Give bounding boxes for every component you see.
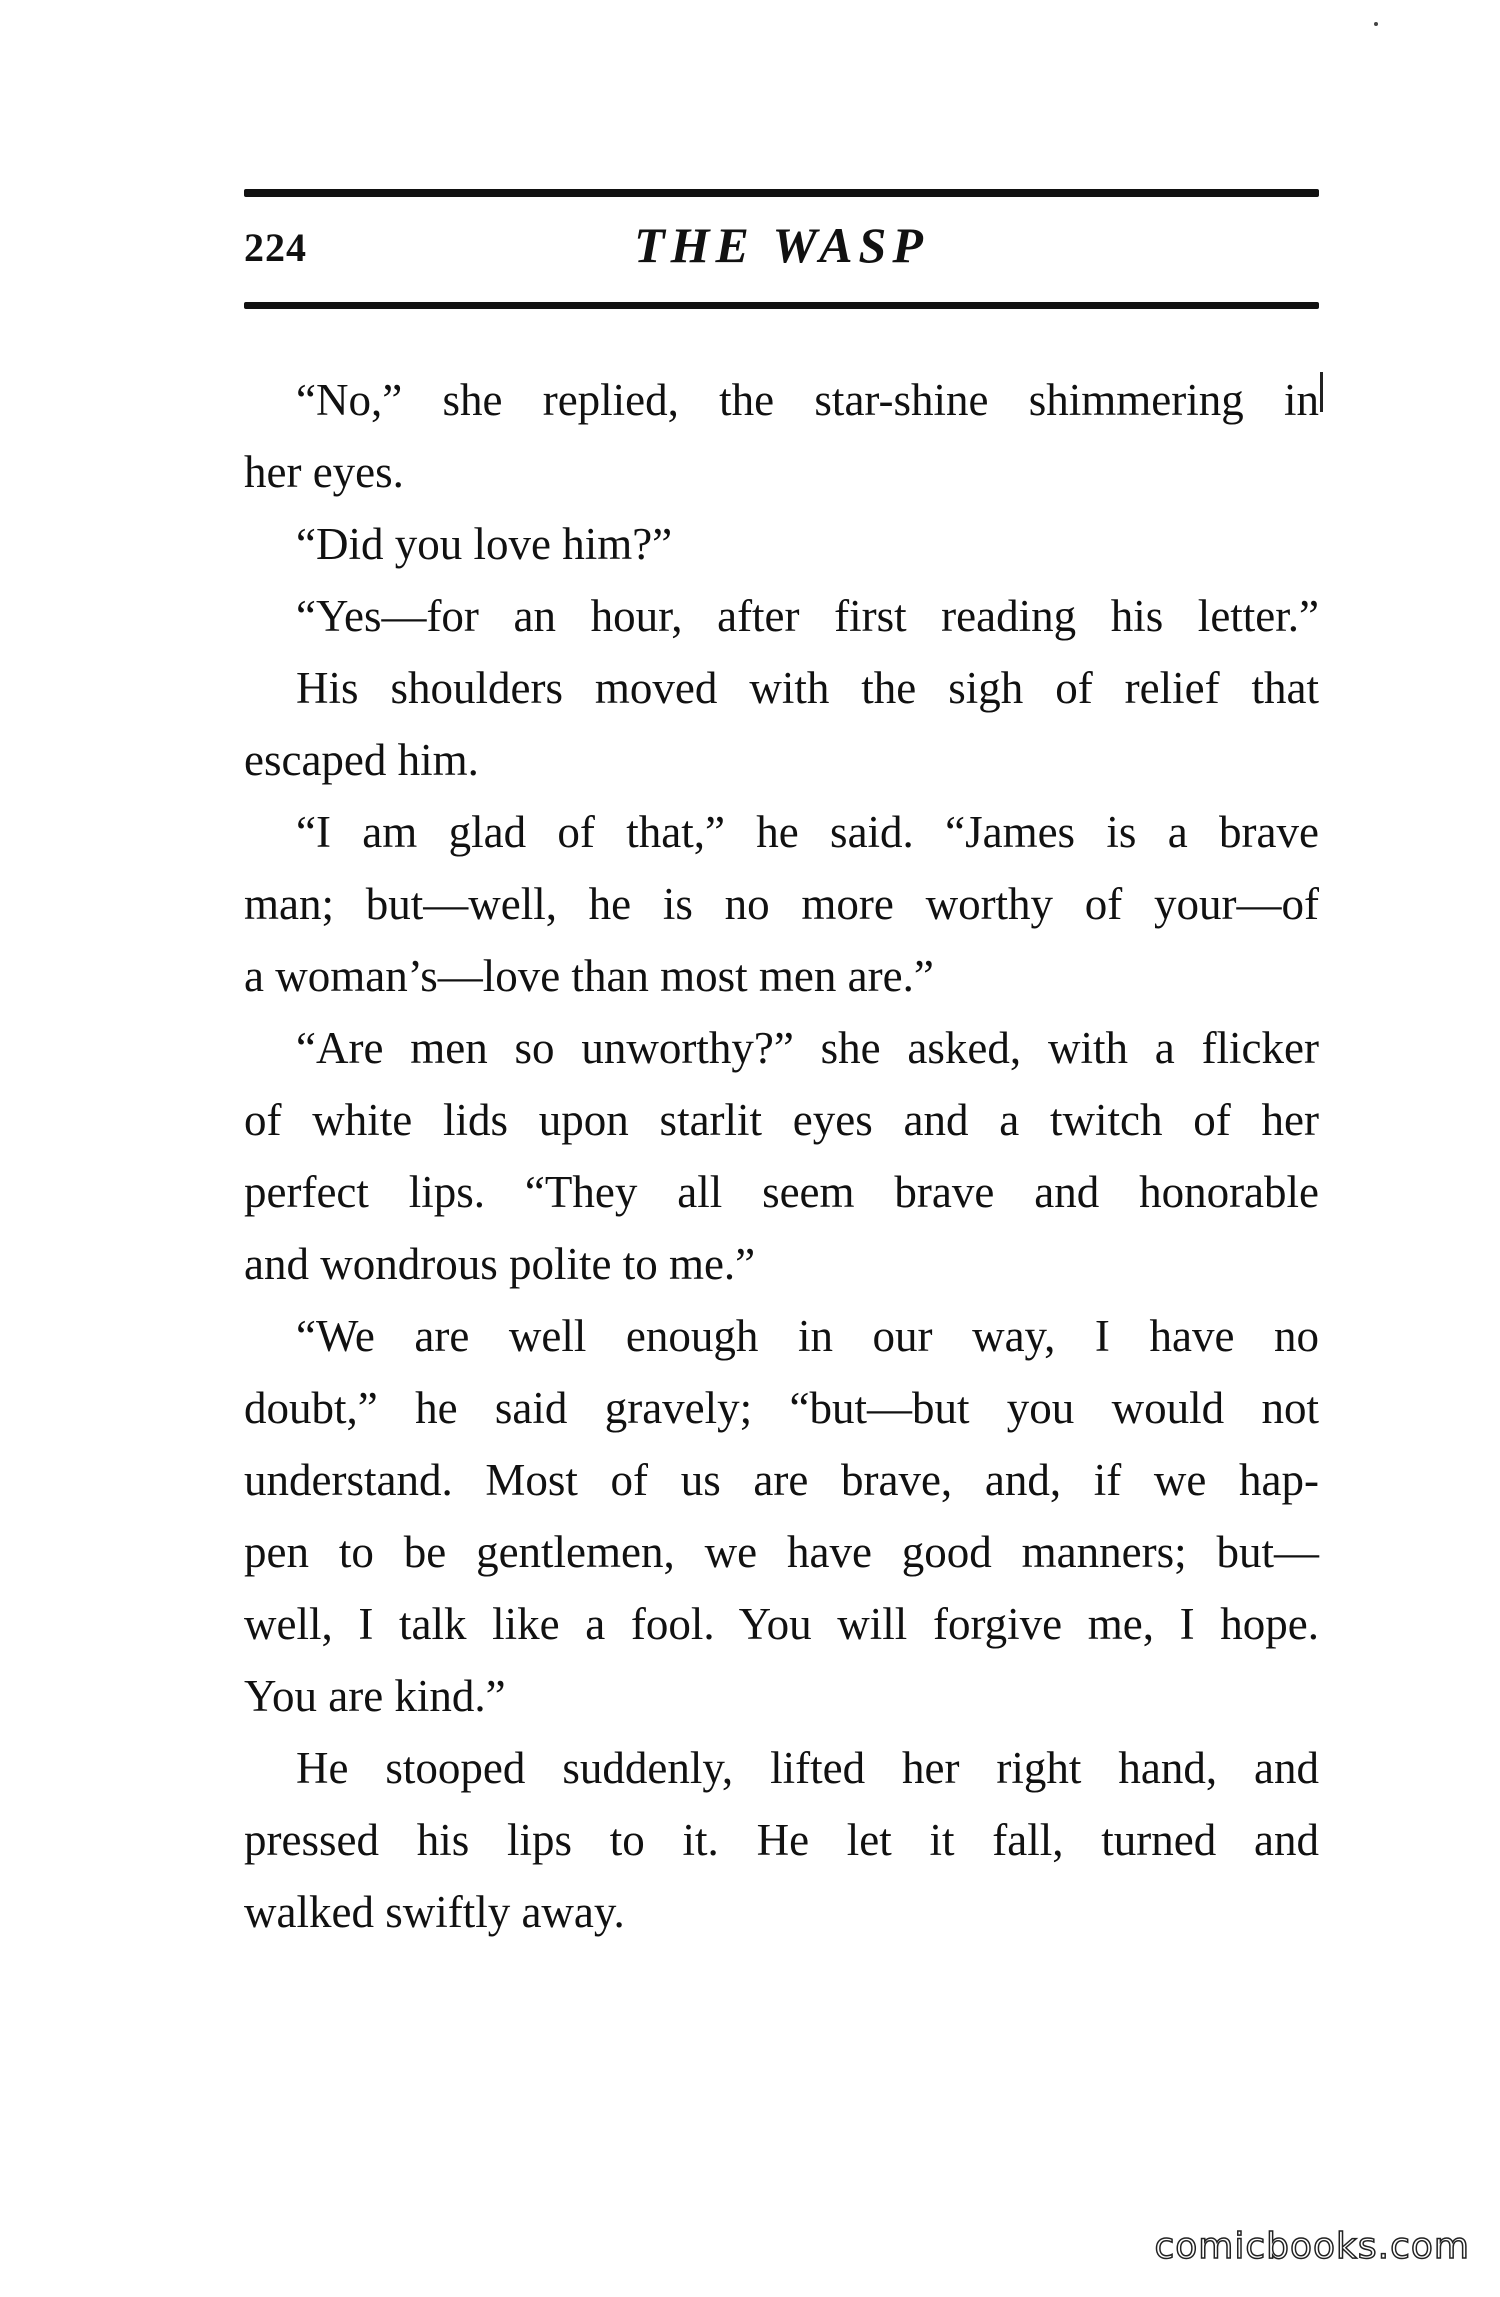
- text-line: doubt,” he said gravely; “but—but you would not: [244, 1383, 1319, 1433]
- header-top-rule: [244, 189, 1319, 197]
- text-line: His shoulders moved with the sigh of relief that: [296, 663, 1319, 713]
- text-line: a woman’s—love than most men are.”: [244, 951, 934, 1001]
- text-line: “I am glad of that,” he said. “James is a brave: [296, 807, 1319, 857]
- text-line: “Are men so unworthy?” she asked, with a flicker: [296, 1023, 1319, 1073]
- text-line: escaped him.: [244, 735, 479, 785]
- text-line: pressed his lips to it. He let it fall, turned and: [244, 1815, 1319, 1865]
- page-header: [244, 216, 1319, 286]
- text-line: walked swiftly away.: [244, 1887, 625, 1937]
- text-line: He stooped suddenly, lifted her right hand, and: [296, 1743, 1319, 1793]
- text-line: “Did you love him?”: [296, 519, 673, 569]
- text-line: “We are well enough in our way, I have no: [296, 1311, 1319, 1361]
- text-line: understand. Most of us are brave, and, if we hap-: [244, 1455, 1319, 1505]
- text-line: well, I talk like a fool. You will forgive me, I hope.: [244, 1599, 1319, 1649]
- text-line: “Yes—for an hour, after first reading his letter.”: [296, 591, 1319, 641]
- text-line: of white lids upon starlit eyes and a twitch of her: [244, 1095, 1319, 1145]
- page-number: 224: [244, 225, 307, 270]
- text-line: and wondrous polite to me.”: [244, 1239, 756, 1289]
- text-line: man; but—well, he is no more worthy of your—of: [244, 879, 1319, 929]
- text-line: “No,” she replied, the star-shine shimmering in: [296, 375, 1319, 425]
- text-line: her eyes.: [244, 447, 404, 497]
- text-line: You are kind.”: [244, 1671, 506, 1721]
- margin-mark: [1320, 372, 1323, 412]
- scan-speck: [1374, 22, 1378, 26]
- body-text: [244, 364, 1319, 1948]
- header-bottom-rule: [244, 302, 1319, 309]
- site-watermark: comicbooks.com: [1154, 2226, 1470, 2267]
- text-line: pen to be gentlemen, we have good manners; but—: [244, 1527, 1319, 1577]
- text-line: perfect lips. “They all seem brave and honorable: [244, 1167, 1319, 1217]
- running-title: THE WASP: [634, 217, 929, 273]
